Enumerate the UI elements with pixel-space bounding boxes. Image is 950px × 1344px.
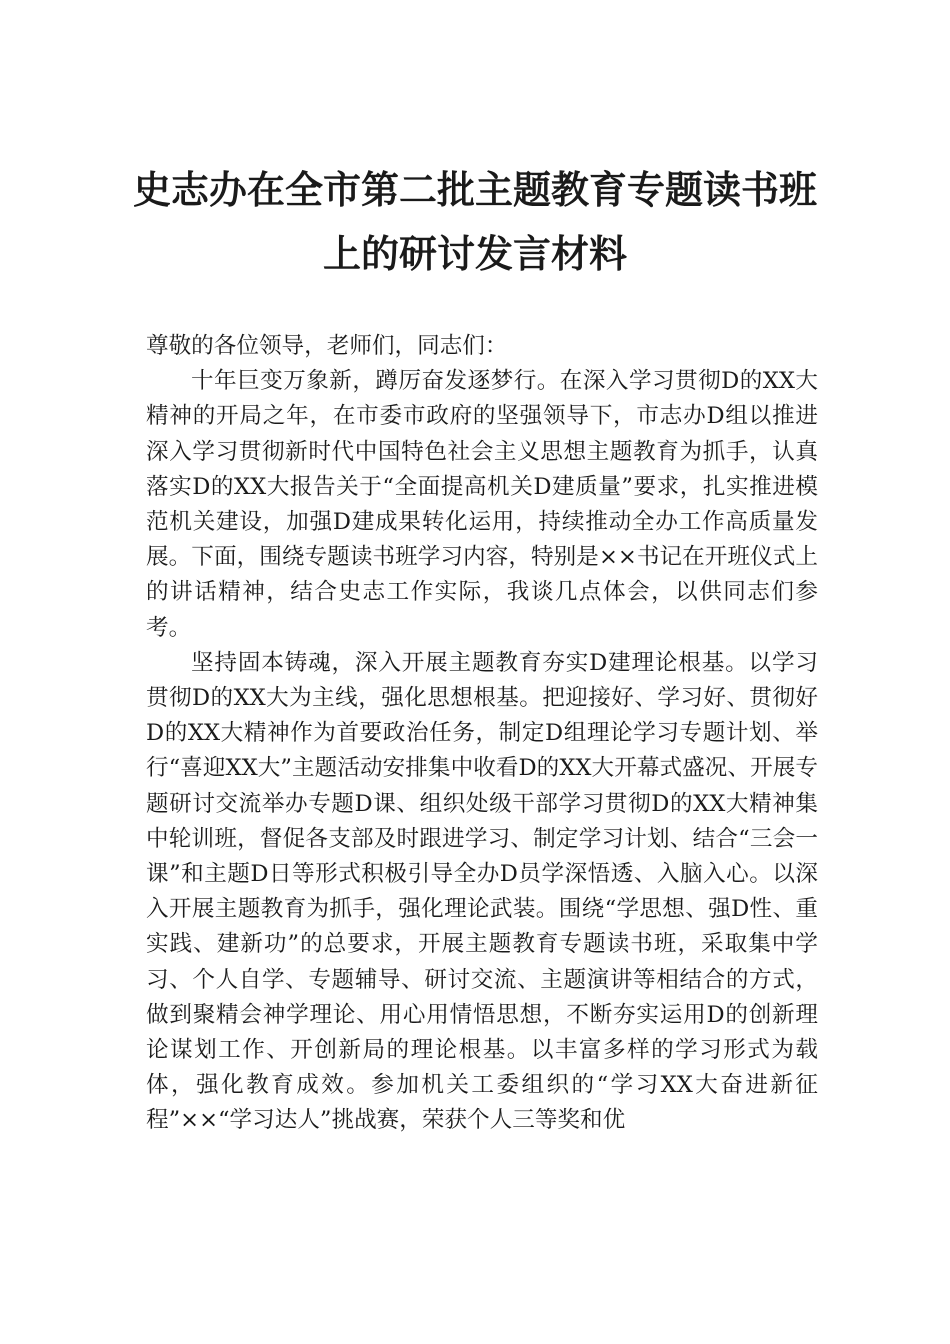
paragraph-theory-foundation: 坚持固本铸魂，深入开展主题教育夯实D建理论根基。以学习贯彻D的XX大为主线，强化思想根基。把迎接好、学习好、贯彻好D的XX大精神作为首要政治任务，制定D组理论学习专题计划、举行“喜迎XX大”主题活动安排集中收看D的XX大开幕式盛况、开展专题研讨交流举办专题D课、组织处级干部学习贯彻D的XX大精神集中轮训班，督促各支部及时跟进学习、制定学习计划、结合“三会一课”和主题D日等形式积极引导全办D员学深悟透、入脑入心。以深入开展主题教育为抓手，强化理论武装。围绕“学思想、强D性、重实践、建新功”的总要求，开展主题教育专题读书班，采取集中学习、个人自学、专题辅导、研讨交流、主题演讲等相结合的方式，做到聚精会神学理论、用心用情悟思想，不断夯实运用D的创新理论谋划工作、开创新局的理论根基。以丰富多样的学习形式为载体，强化教育成效。参加机关工委组织的“学习XX大奋进新征程”××“学习达人”挑战赛，荣获个人三等奖和优 xyxy=(146,649,818,1134)
title-line-1: 史志办在全市第二批主题教育专题读书班 xyxy=(132,167,817,212)
document-title xyxy=(100,158,850,286)
salutation: 尊敬的各位领导，老师们，同志们： xyxy=(146,333,508,359)
paragraph-intro: 十年巨变万象新，蹲厉奋发逐梦行。在深入学习贯彻D的XX大精神的开局之年，在市委市政府的坚强领导下，市志办D组以推进深入学习贯彻新时代中国特色社会主义思想主题教育为抓手，认真落实D的XX大报告关于“全面提高机关D建质量”要求，扎实推进模范机关建设，加强D建成果转化运用，持续推动全办工作高质量发展。下面，围绕专题读书班学习内容，特别是××书记在开班仪式上的讲话精神，结合史志工作实际，我谈几点体会，以供同志们参考。 xyxy=(146,368,818,641)
document-body xyxy=(146,329,818,1139)
title-line-2: 上的研讨发言材料 xyxy=(322,231,627,276)
